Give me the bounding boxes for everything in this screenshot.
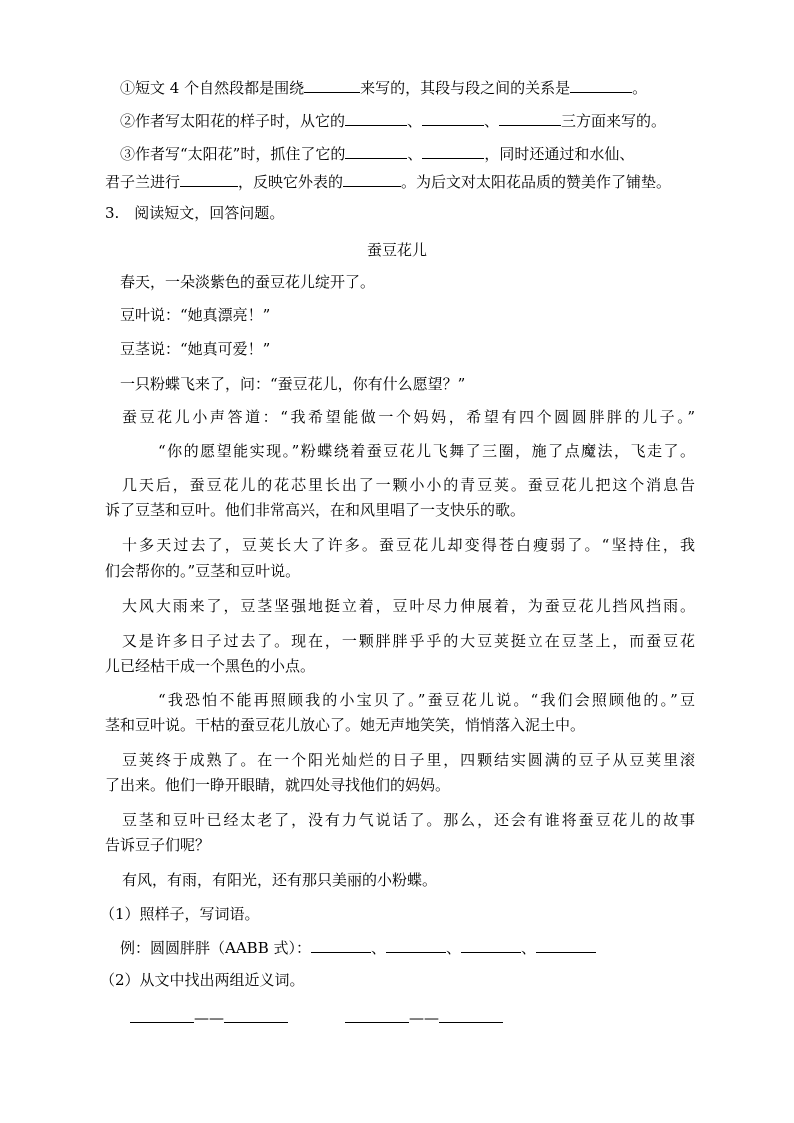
passage-line: “我恐怕不能再照顾我的小宝贝了。”蚕豆花儿说。“我们会照顾他的。”豆 [158, 691, 695, 709]
q2-item-3-text-b: ，同时还通过和水仙、 [484, 145, 635, 163]
q2-item-3b-text-c: 。为后文对太阳花品质的赞美作了铺垫。 [401, 173, 672, 191]
passage-line: 豆荚终于成熟了。在一个阳光灿烂的日子里，四颗结实圆满的豆子从豆荚里滚 [122, 751, 695, 769]
passage-line: 春天，一朵淡紫色的蚕豆花儿绽开了。 [120, 273, 376, 291]
passage-line: “你的愿望能实现。”粉蝶绕着蚕豆花儿飞舞了三圈，施了点魔法，飞走了。 [158, 442, 695, 460]
question-3-heading: 3. 阅读短文，回答问题。 [105, 204, 285, 222]
passage-line: 豆茎和豆叶已经太老了，没有力气说话了。那么，还会有谁将蚕豆花儿的故事 [122, 811, 695, 829]
answer-blank[interactable] [499, 111, 561, 126]
q2-item-3b-text-b: ，反映它外表的 [238, 173, 344, 191]
q2-item-3-text-a: ③作者写“太阳花”时，抓住了它的 [120, 145, 346, 163]
passage-line: 了出来。他们一睁开眼睛，就四处寻找他们的妈妈。 [105, 776, 451, 794]
example-label: 例：圆圆胖胖（AABB 式）： [120, 939, 311, 957]
synonym-pair-1 [130, 1008, 288, 1028]
answer-blank[interactable] [422, 111, 484, 126]
separator: 、 [521, 939, 537, 957]
passage-line: 大风大雨来了，豆茎坚强地挺立着，豆叶尽力伸展着，为蚕豆花儿挡风挡雨。 [122, 597, 695, 615]
passage-line: 有风，有雨，有阳光，还有那只美丽的小粉蝶。 [122, 871, 438, 889]
q2-item-2-text-b: 三方面来写的。 [561, 112, 667, 130]
passage-title: 蚕豆花儿 [366, 241, 427, 259]
answer-blank[interactable] [345, 144, 407, 159]
passage-line: 豆叶说：“她真漂亮！” [120, 306, 271, 324]
separator: 、 [407, 112, 423, 130]
passage-line: 告诉豆子们呢？ [105, 836, 211, 854]
q2-item-3-cont [105, 172, 685, 192]
answer-blank[interactable] [311, 938, 371, 953]
example-row [120, 938, 700, 958]
q2-item-2 [120, 111, 700, 131]
passage-line: 诉了豆茎和豆叶。他们非常高兴，在和风里唱了一支快乐的歌。 [105, 501, 526, 519]
passage-line: 们会帮你的。”豆茎和豆叶说。 [105, 562, 301, 580]
passage-line: 儿已经枯干成一个黑色的小点。 [105, 657, 316, 675]
passage-line: 蚕豆花儿小声答道：“我希望能做一个妈妈，希望有四个圆圆胖胖的儿子。” [122, 408, 695, 426]
separator: 、 [484, 112, 500, 130]
answer-blank[interactable] [130, 1008, 194, 1023]
answer-blank[interactable] [461, 938, 521, 953]
answer-blank[interactable] [345, 111, 407, 126]
dash: —— [194, 1009, 224, 1027]
q2-item-3b-text-a: 君子兰进行 [105, 173, 181, 191]
separator: 、 [446, 939, 462, 957]
passage-line: 一只粉蝶飞来了，问：“蚕豆花儿，你有什么愿望？” [120, 375, 466, 393]
answer-blank[interactable] [536, 938, 596, 953]
answer-blank[interactable] [224, 1008, 288, 1023]
passage-line: 豆茎说：“她真可爱！” [120, 340, 271, 358]
synonym-pair-2 [345, 1008, 503, 1028]
answer-blank[interactable] [304, 78, 360, 93]
q2-item-3 [120, 144, 700, 164]
passage-line: 几天后，蚕豆花儿的花芯里长出了一颗小小的青豆荚。蚕豆花儿把这个消息告 [122, 476, 695, 494]
answer-blank[interactable] [180, 172, 238, 187]
answer-blank[interactable] [439, 1008, 503, 1023]
passage-line: 又是许多日子过去了。现在，一颗胖胖乎乎的大豆荚挺立在豆茎上，而蚕豆花 [122, 632, 695, 650]
passage-line: 十多天过去了，豆荚长大了许多。蚕豆花儿却变得苍白瘦弱了。“坚持住，我 [122, 536, 695, 554]
q2-item-1-text-c: 。 [632, 79, 648, 97]
sub-question-2: （2）从文中找出两组近义词。 [100, 971, 305, 989]
separator: 、 [370, 939, 386, 957]
answer-blank[interactable] [570, 78, 632, 93]
separator: 、 [407, 145, 423, 163]
sub-question-1: （1）照样子，写词语。 [100, 905, 260, 923]
answer-blank[interactable] [343, 172, 401, 187]
answer-blank[interactable] [386, 938, 446, 953]
answer-blank[interactable] [422, 144, 484, 159]
passage-line: 茎和豆叶说。干枯的蚕豆花儿放心了。她无声地笑笑，悄悄落入泥土中。 [105, 716, 586, 734]
q2-item-1-text-a: ①短文 4 个自然段都是围绕 [120, 79, 305, 97]
q2-item-1 [120, 78, 700, 98]
q2-item-1-text-b: 来写的，其段与段之间的关系是 [360, 79, 571, 97]
answer-blank[interactable] [345, 1008, 409, 1023]
dash: —— [409, 1009, 439, 1027]
q2-item-2-text-a: ②作者写太阳花的样子时，从它的 [120, 112, 346, 130]
